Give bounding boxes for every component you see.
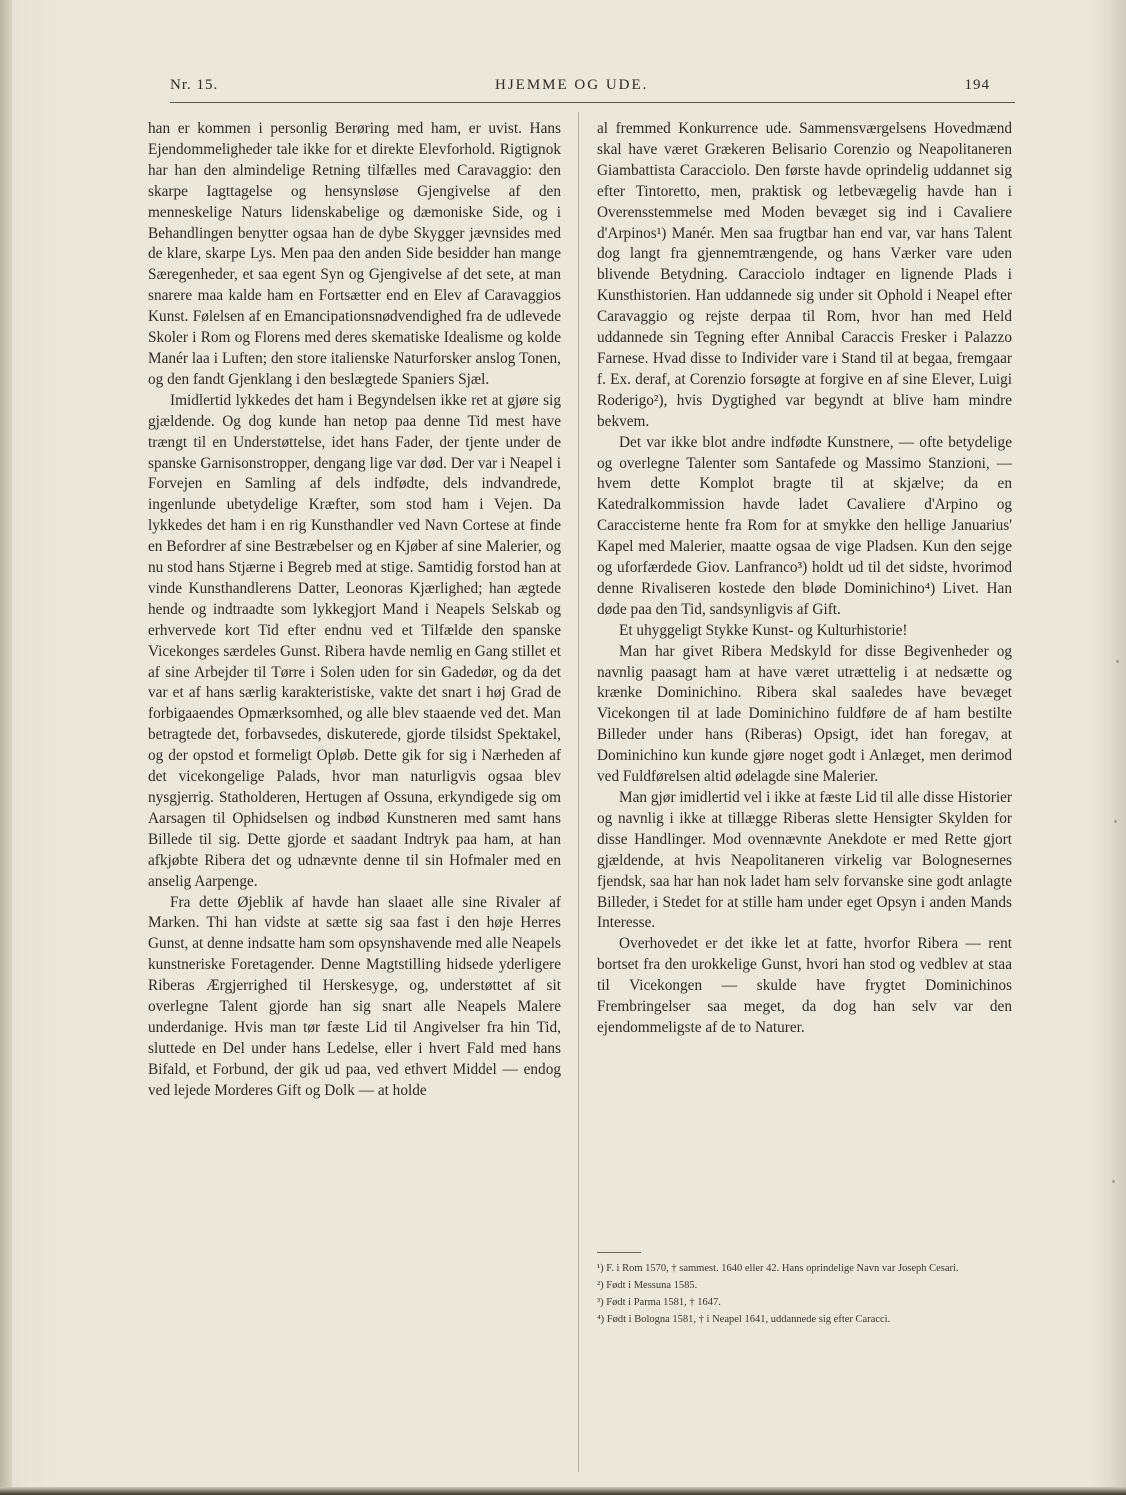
page-number: 194 — [964, 77, 990, 93]
paragraph: Et uhyggeligt Stykke Kunst- og Kulturhistorie! — [619, 621, 908, 639]
footnote-mark: ²) — [597, 1280, 604, 1291]
footnote — [597, 1294, 1012, 1311]
footnote-text: Født i Parma 1581, † 1647. — [606, 1297, 721, 1308]
paragraph: Man har givet Ribera Medskyld for disse Begivenheder og navnlig paasagt ham at have været utrættelig i at nedsætte og krænke Dominichino. Ribera skal saaledes have bevæget Vicekongen til at lade Dominichino fuldføre de af ham bestilte Billeder under hans (Riberas) Opsigt, idet han foregav, at Dominichino kun kunde gjøre noget godt i Anlæget, men derimod ved Fuldførelsen altid ødelagde sine Malerier. — [597, 642, 1012, 786]
running-header — [170, 77, 990, 103]
publication-title: HJEMME OG UDE. — [495, 77, 649, 93]
footnote-text: F. i Rom 1570, † sammest. 1640 eller 42. Hans oprindelige Navn var Joseph Cesari. — [606, 1263, 959, 1274]
page-bottom-edge — [0, 1487, 1126, 1495]
paper-speck — [1112, 1180, 1115, 1183]
footnote — [597, 1260, 1012, 1277]
footnote-text: Født i Bologna 1581, † i Neapel 1641, uddannede sig efter Caracci. — [606, 1314, 891, 1325]
paragraph: Imidlertid lykkedes det ham i Begyndelsen ikke ret at gjøre sig gjældende. Og dog kunde han netop paa denne Tid mest have trængt til en Understøttelse, idet hans Fader, der tjente under de spanske Garnisonstropper, dengang lige var død. Der var i Neapel i Forvejen en Samling af dels indfødte, dels indvandrede, ingenlunde ubetydelige Kræfter, som stod ham i Vejen. Da lykkedes det ham i en rig Kunsthandler ved Navn Cortese at finde en Befordrer af sine Bestræbelser og en Kjøber af sine Malerier, og nu stod hans Stjærne i Begreb med at stige. Samtidig forstod han at vinde Kunsthandlerens Datter, Leonoras Kjærlighed; han ægtede hende og indtraadte som lykkegjort Mand i Neapels Selskab og erhvervede kort Tid efter endnu ved et Tilfælde den spanske Vicekonges særdeles Gunst. Ribera havde nemlig en Gang stillet et af sine Arbejder til Tørre i Solen uden for sin Gadedør, og da det var et af hans særlig karakteristiske, vakte det snart i høj Grad de forbigaaendes Opmærksomhed, og alle blev staaende ved det. Man betragtede det, forbavsedes, diskuterede, gjorde tilsidst Spektakel, og der opstod et formeligt Opløb. Dette gik for sig i Nærheden af det vicekongelige Palads, hvor man naturligvis ogsaa blev nysgjerrig. Statholderen, Hertugen af Ossuna, erkyndigede sig om Aarsagen til Ophidselsen og indbød Kunstneren med samt hans Billede til sig. Dette gjorde et saadant Indtryk paa ham, at han afkjøbte Ribera det og udnævnte denne til sin Hofmaler med en anselig Aarpenge. — [148, 391, 561, 890]
paragraph: Det var ikke blot andre indfødte Kunstnere, — ofte betydelige og overlegne Talenter som Santafede og Massimo Stanzioni, — hvem dette Komplot bragte til at skjælve; da en Katedralkommission havde ladet Cavaliere d'Arpino og Caraccisterne hente fra Rom for at smykke den hellige Januarius' Kapel med Malerier, maatte ogsaa de vige Pladsen. Kun den sejge og uforfærdede Giov. Lanfranco³) holdt ud til det sidste, hvorimod denne Rivaliseren kostede den bløde Dominichino⁴) Livet. Han døde paa den Tid, sandsynligvis af Gift. — [597, 433, 1012, 618]
footnote — [597, 1277, 1012, 1294]
right-column — [597, 119, 1012, 1039]
issue-number: Nr. 15. — [170, 77, 219, 93]
paper-speck — [1114, 820, 1117, 823]
footnote-mark: ⁴) — [597, 1314, 605, 1325]
paragraph: han er kommen i personlig Berøring med ham, er uvist. Hans Ejendommeligheder tale ikke for et direkte Elevforhold. Rigtignok har han den almindelige Retning tilfælles med Caravaggio: den skarpe Iagttagelse og hensynsløse Gjengivelse af den menneskelige Naturs lidenskabelige og dæmoniske Side, og i Behandlingen benytter ogsaa han de dybe Skygger jævnsides med de klare, skarpe Lys. Men paa den anden Side besidder han mange Særegenheder, et saa egent Syn og Gjengivelse af det sete, at man snarere maa kalde ham en Fortsætter end en Elev af Caravaggios Kunst. Følelsen af en Emancipationsnødvendighed fra de udlevede Skoler i Rom og Florens med deres skematiske Idealisme og kolde Manér laa i Luften; den store italienske Naturforsker anslog Tonen, og den fandt Gjenklang i den beslægtede Spaniers Sjæl. — [148, 120, 561, 388]
paper-speck — [1116, 660, 1119, 663]
footnote — [597, 1311, 1012, 1328]
footnote-rule — [597, 1252, 641, 1253]
header-rule — [170, 102, 1015, 103]
paragraph: al fremmed Konkurrence ude. Sammensværgelsens Hovedmænd skal have været Grækeren Belisario Corenzio og Neapolitaneren Giambattista Caracciolo. Den første havde oprindelig uddannet sig efter Tintoretto, men, praktisk og letbevægelig havde han i Overensstemmelse med Moden bevæget sig ind i Cavaliere d'Arpinos¹) Manér. Men saa frugtbar han end var, var hans Talent dog langt fra gjennemtrængende, og hans Værker vare uden blivende Betydning. Caracciolo indtager en lignende Plads i Kunsthistorien. Han uddannede sig under sit Ophold i Neapel efter Caravaggio og rejste derpaa til Rom, hvor han med Held uddannede sin Tegning efter Annibal Caraccis Fresker i Palazzo Farnese. Hvad disse to Individer vare i Stand til at begaa, fremgaar f. Ex. deraf, at Corenzio forsøgte at forgive en af sine Elever, Luigi Roderigo²), hvis Dygtighed var begyndt at blive ham mindre bekvem. — [597, 120, 1012, 430]
footnote-mark: ¹) — [597, 1263, 604, 1274]
paragraph: Fra dette Øjeblik af havde han slaaet alle sine Rivaler af Marken. Thi han vidste at sætte sig saa fast i den høje Herres Gunst, at denne indsatte ham som opsynshavende med alle Neapels kunstneriske Foretagender. Denne Magtstilling hidsede yderligere Riberas Ærgjerrighed til Herskesyge, og, understøttet af sit overlegne Talent gjorde han sig snart alle Neapels Malere underdanige. Hvis man tør fæste Lid til Angivelser fra hin Tid, sluttede en Del under hans Ledelse, eller i hvert Fald med hans Bifald, et Forbund, der gik ud paa, ved ethvert Middel — endog ved lejede Morderes Gift og Dolk — at holde — [148, 893, 561, 1099]
paragraph: Man gjør imidlertid vel i ikke at fæste Lid til alle disse Historier og navnlig i ikke at tillægge Riberas slette Hensigter Skylden for disse Handlinger. Mod ovennævnte Anekdote er med Rette gjort gjældende, at hvis Neapolitaneren virkelig var Bolognesernes fjendsk, saa har han nok ladet ham selv forvanske sine godt anlagte Billeder, i Stedet for at stille ham under eget Opsyn i anden Mands Interesse. — [597, 789, 1012, 932]
footnote-text: Født i Messuna 1585. — [606, 1280, 698, 1291]
left-column — [148, 119, 561, 1102]
footnote-mark: ³) — [597, 1297, 604, 1308]
column-divider — [578, 112, 579, 1472]
page-binding-edge — [0, 0, 12, 1495]
paragraph: Overhovedet er det ikke let at fatte, hvorfor Ribera — rent bortset fra den urokkelige Gunst, hvori han stod og vedblev at staa til Vicekongen — skulde have frygtet Dominichinos Frembringelser saa meget, da dog han selv var den ejendommeligste af de to Naturer. — [597, 935, 1012, 1036]
footnotes — [597, 1260, 1012, 1328]
